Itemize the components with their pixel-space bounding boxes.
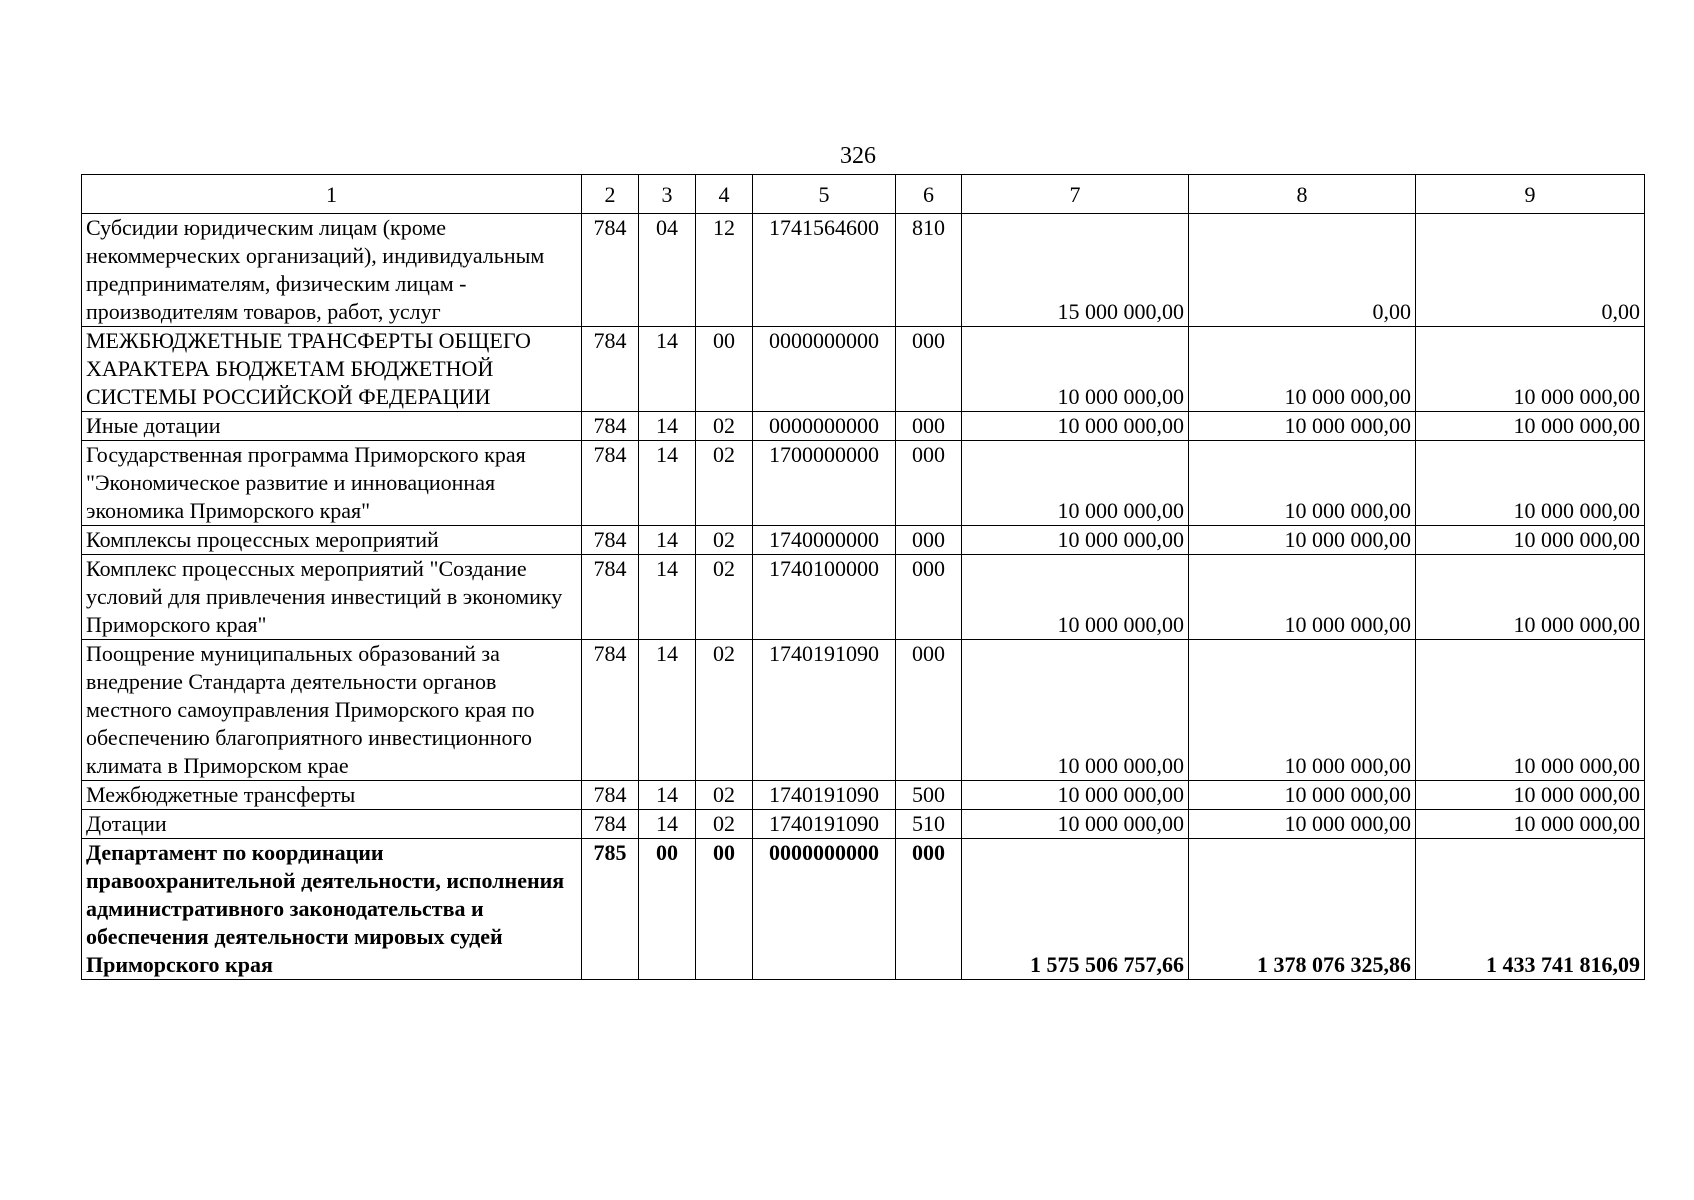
amount-year-2: 10 000 000,00 <box>1189 640 1416 781</box>
code-section: 04 <box>639 214 696 327</box>
code-subsection: 02 <box>696 555 753 640</box>
code-ministry: 784 <box>582 810 639 839</box>
table-row <box>82 555 1645 640</box>
code-ministry: 784 <box>582 526 639 555</box>
code-section: 00 <box>639 839 696 980</box>
table-row <box>82 839 1645 980</box>
table-row <box>82 781 1645 810</box>
table-row <box>82 214 1645 327</box>
code-expense-type: 000 <box>896 640 962 781</box>
code-expense-type: 500 <box>896 781 962 810</box>
code-ministry: 784 <box>582 555 639 640</box>
code-target-article: 1740100000 <box>753 555 896 640</box>
table-row <box>82 640 1645 781</box>
amount-year-3: 0,00 <box>1416 214 1645 327</box>
code-subsection: 02 <box>696 441 753 526</box>
amount-year-1: 10 000 000,00 <box>962 555 1189 640</box>
code-subsection: 02 <box>696 781 753 810</box>
code-expense-type: 000 <box>896 555 962 640</box>
table-row <box>82 526 1645 555</box>
budget-item-name: Комплекс процессных мероприятий "Создание условий для привлечения инвестиций в экономику Приморского края" <box>82 555 582 640</box>
code-target-article: 1700000000 <box>753 441 896 526</box>
code-section: 14 <box>639 441 696 526</box>
code-target-article: 0000000000 <box>753 327 896 412</box>
code-expense-type: 000 <box>896 327 962 412</box>
code-target-article: 0000000000 <box>753 412 896 441</box>
budget-item-name: Субсидии юридическим лицам (кроме некоммерческих организаций), индивидуальным предпринимателям, физическим лицам - производителям товаров, работ, услуг <box>82 214 582 327</box>
code-subsection: 00 <box>696 327 753 412</box>
header-cell-5: 5 <box>753 175 896 214</box>
header-cell-8: 8 <box>1189 175 1416 214</box>
amount-year-3: 1 433 741 816,09 <box>1416 839 1645 980</box>
budget-item-name: Межбюджетные трансферты <box>82 781 582 810</box>
header-cell-4: 4 <box>696 175 753 214</box>
amount-year-1: 10 000 000,00 <box>962 526 1189 555</box>
budget-item-name: МЕЖБЮДЖЕТНЫЕ ТРАНСФЕРТЫ ОБЩЕГО ХАРАКТЕРА БЮДЖЕТАМ БЮДЖЕТНОЙ СИСТЕМЫ РОССИЙСКОЙ ФЕДЕРАЦИИ <box>82 327 582 412</box>
amount-year-1: 10 000 000,00 <box>962 412 1189 441</box>
code-ministry: 784 <box>582 327 639 412</box>
amount-year-1: 15 000 000,00 <box>962 214 1189 327</box>
table-row <box>82 412 1645 441</box>
amount-year-2: 1 378 076 325,86 <box>1189 839 1416 980</box>
code-subsection: 02 <box>696 526 753 555</box>
budget-item-name: Департамент по координации правоохранительной деятельности, исполнения административного законодательства и обеспечения деятельности мировых судей Приморского края <box>82 839 582 980</box>
budget-table <box>81 174 1645 980</box>
code-ministry: 784 <box>582 214 639 327</box>
header-cell-1: 1 <box>82 175 582 214</box>
amount-year-1: 10 000 000,00 <box>962 441 1189 526</box>
code-ministry: 785 <box>582 839 639 980</box>
code-target-article: 1741564600 <box>753 214 896 327</box>
code-subsection: 02 <box>696 640 753 781</box>
code-ministry: 784 <box>582 441 639 526</box>
code-ministry: 784 <box>582 781 639 810</box>
code-expense-type: 510 <box>896 810 962 839</box>
amount-year-1: 10 000 000,00 <box>962 810 1189 839</box>
code-subsection: 02 <box>696 810 753 839</box>
amount-year-2: 10 000 000,00 <box>1189 327 1416 412</box>
table-header-row <box>82 175 1645 214</box>
budget-item-name: Дотации <box>82 810 582 839</box>
amount-year-2: 10 000 000,00 <box>1189 781 1416 810</box>
header-cell-6: 6 <box>896 175 962 214</box>
amount-year-3: 10 000 000,00 <box>1416 810 1645 839</box>
code-expense-type: 000 <box>896 839 962 980</box>
amount-year-2: 10 000 000,00 <box>1189 810 1416 839</box>
amount-year-3: 10 000 000,00 <box>1416 555 1645 640</box>
page-number: 326 <box>840 143 876 169</box>
code-ministry: 784 <box>582 412 639 441</box>
header-cell-9: 9 <box>1416 175 1645 214</box>
amount-year-2: 10 000 000,00 <box>1189 526 1416 555</box>
code-subsection: 00 <box>696 839 753 980</box>
code-ministry: 784 <box>582 640 639 781</box>
amount-year-1: 10 000 000,00 <box>962 781 1189 810</box>
amount-year-1: 10 000 000,00 <box>962 640 1189 781</box>
code-target-article: 1740000000 <box>753 526 896 555</box>
code-target-article: 1740191090 <box>753 810 896 839</box>
code-expense-type: 810 <box>896 214 962 327</box>
budget-item-name: Иные дотации <box>82 412 582 441</box>
amount-year-2: 10 000 000,00 <box>1189 441 1416 526</box>
code-section: 14 <box>639 810 696 839</box>
amount-year-3: 10 000 000,00 <box>1416 327 1645 412</box>
amount-year-3: 10 000 000,00 <box>1416 441 1645 526</box>
amount-year-3: 10 000 000,00 <box>1416 526 1645 555</box>
header-cell-3: 3 <box>639 175 696 214</box>
budget-item-name: Комплексы процессных мероприятий <box>82 526 582 555</box>
amount-year-3: 10 000 000,00 <box>1416 781 1645 810</box>
amount-year-2: 10 000 000,00 <box>1189 555 1416 640</box>
table-row <box>82 441 1645 526</box>
code-target-article: 0000000000 <box>753 839 896 980</box>
code-section: 14 <box>639 526 696 555</box>
amount-year-1: 1 575 506 757,66 <box>962 839 1189 980</box>
amount-year-2: 0,00 <box>1189 214 1416 327</box>
amount-year-3: 10 000 000,00 <box>1416 412 1645 441</box>
amount-year-1: 10 000 000,00 <box>962 327 1189 412</box>
code-section: 14 <box>639 781 696 810</box>
header-cell-7: 7 <box>962 175 1189 214</box>
table-row <box>82 327 1645 412</box>
header-cell-2: 2 <box>582 175 639 214</box>
code-section: 14 <box>639 412 696 441</box>
budget-item-name: Государственная программа Приморского края "Экономическое развитие и инновационная экономика Приморского края" <box>82 441 582 526</box>
amount-year-3: 10 000 000,00 <box>1416 640 1645 781</box>
code-section: 14 <box>639 555 696 640</box>
budget-item-name: Поощрение муниципальных образований за внедрение Стандарта деятельности органов местного самоуправления Приморского края по обеспечению благоприятного инвестиционного климата в Приморском крае <box>82 640 582 781</box>
code-section: 14 <box>639 640 696 781</box>
code-subsection: 12 <box>696 214 753 327</box>
code-expense-type: 000 <box>896 412 962 441</box>
code-target-article: 1740191090 <box>753 640 896 781</box>
table-row <box>82 810 1645 839</box>
code-expense-type: 000 <box>896 526 962 555</box>
code-subsection: 02 <box>696 412 753 441</box>
code-expense-type: 000 <box>896 441 962 526</box>
code-section: 14 <box>639 327 696 412</box>
code-target-article: 1740191090 <box>753 781 896 810</box>
amount-year-2: 10 000 000,00 <box>1189 412 1416 441</box>
